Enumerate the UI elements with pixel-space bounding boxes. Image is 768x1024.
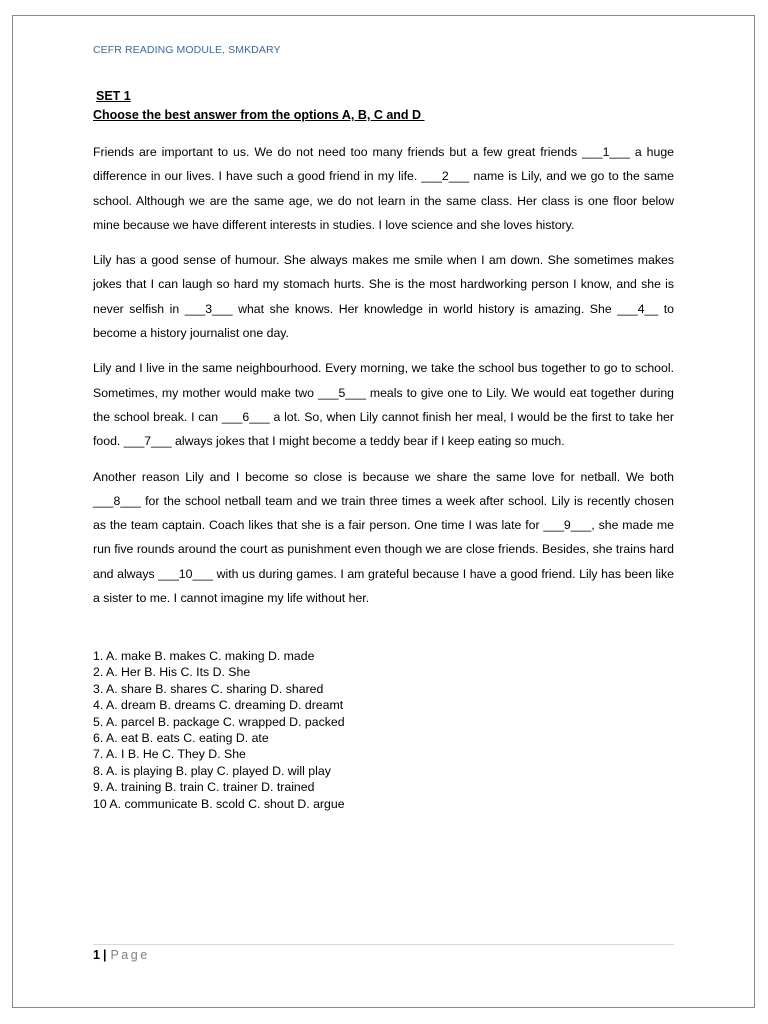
footer-divider (93, 944, 674, 945)
option-line: 10 A. communicate B. scold C. shout D. argue (93, 796, 345, 811)
option-line: 9. A. training B. train C. trainer D. trained (93, 780, 315, 795)
paragraph-3: Lily and I live in the same neighbourhood. Every morning, we take the school bus together to go to school. Sometimes, my mother would make two ___5___ meals to give one to Lily. We would eat together during the school break. I can ___6___ a lot. So, when Lily cannot finish her meal, I would be the first to take her food. ___7___ always jokes that I might become a teddy bear if I keep eating so much. (93, 361, 674, 449)
paragraph-1: Friends are important to us. We do not need too many friends but a few great friends ___1___ a huge difference in our lives. I have such a good friend in my life. ___2___ name is Lily, and we go to the same school. Although we are the same age, we do not learn in the same class. Her class is one floor below mine because we have different interests in studies. I love science and she loves history. (93, 145, 674, 232)
footer-separator: | (102, 948, 107, 962)
option-line: 4. A. dream B. dreams C. dreaming D. dreamt (93, 698, 344, 713)
reading-passage (93, 140, 674, 621)
document-header: CEFR READING MODULE, SMKDARY (93, 44, 281, 56)
instructions: Choose the best answer from the options A, B, C and D (93, 108, 425, 122)
option-line: 8. A. is playing B. play C. played D. will play (93, 763, 331, 778)
paragraph-2: Lily has a good sense of humour. She always makes me smile when I am down. She sometimes makes jokes that I can laugh so hard my stomach hurts. She is the most hardworking person I know, and she is never selfish in ___3___ what she knows. Her knowledge in world history is amazing. She ___4__ to become a history journalist one day. (93, 253, 674, 341)
option-line: 6. A. eat B. eats C. eating D. ate (93, 731, 269, 746)
option-line: 2. A. Her B. His C. Its D. She (93, 665, 251, 680)
page-footer (93, 948, 150, 962)
page-number: 1 (93, 948, 100, 962)
answer-options (93, 648, 345, 812)
option-line: 5. A. parcel B. package C. wrapped D. packed (93, 714, 345, 729)
option-line: 1. A. make B. makes C. making D. made (93, 649, 315, 663)
set-title: SET 1 (96, 89, 131, 103)
option-line: 7. A. I B. He C. They D. She (93, 747, 246, 762)
page-label: Page (110, 948, 150, 962)
paragraph-4: Another reason Lily and I become so close is because we share the same love for netball. We both ___8___ for the school netball team and we train three times a week after school. Lily is recently chosen as the team captain. Coach likes that she is a fair person. One time I was late for ___9___, she made me run five rounds around the court as punishment even though we are close friends. Besides, she trains hard and always ___10___ with us during games. I am grateful because I have a good friend. Lily has been like a sister to me. I cannot imagine my life without her. (93, 469, 674, 606)
option-line: 3. A. share B. shares C. sharing D. shared (93, 681, 324, 696)
